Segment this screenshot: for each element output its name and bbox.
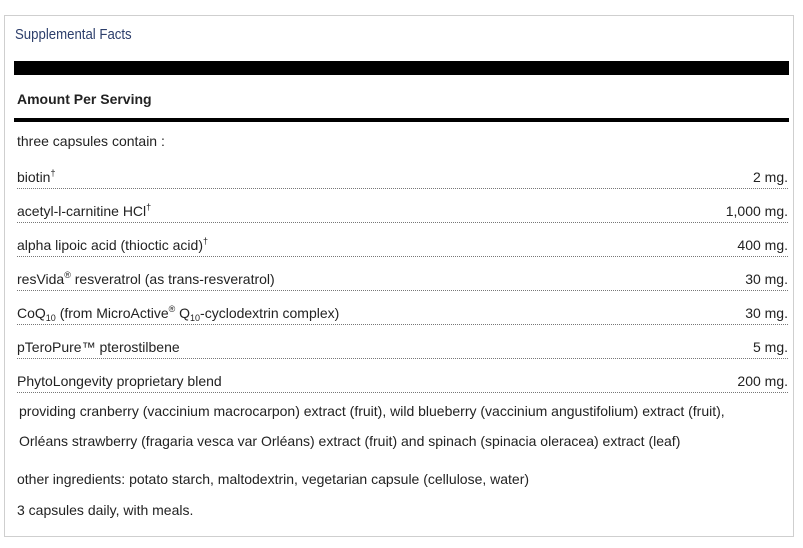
serving-intro: three capsules contain : bbox=[17, 133, 165, 149]
ingredient-name: CoQ$_{10}$ (from MicroActive® $Q_{10}$-cyclodextrin complex) bbox=[17, 304, 340, 323]
dotted-leader bbox=[17, 392, 788, 393]
ingredient-name: PhytoLongevity proprietary blend bbox=[17, 373, 222, 389]
blend-description-line-2: Orléans strawberry (fragaria vesca var Orléans) extract (fruit) and spinach (spinacia oleracea) extract (leaf) bbox=[19, 433, 681, 449]
panel-title: Supplemental Facts bbox=[15, 26, 132, 43]
ingredient-amount: 400 mg. bbox=[737, 237, 788, 253]
ingredient-amount: 30 mg. bbox=[745, 305, 788, 321]
ingredient-amount: 30 mg. bbox=[745, 271, 788, 287]
amount-per-serving-heading: Amount Per Serving bbox=[17, 91, 152, 107]
ingredient-name: biotin† bbox=[17, 168, 56, 185]
directions: 3 capsules daily, with meals. bbox=[17, 502, 194, 518]
dotted-leader bbox=[17, 324, 788, 325]
dotted-leader bbox=[17, 358, 788, 359]
dotted-leader bbox=[17, 256, 788, 257]
medium-divider bbox=[14, 118, 789, 122]
thick-divider bbox=[14, 61, 789, 75]
ingredient-name: alpha lipoic acid (thioctic acid)† bbox=[17, 236, 208, 253]
dotted-leader bbox=[17, 222, 788, 223]
supplement-facts-panel bbox=[4, 15, 794, 537]
ingredient-name: resVida® resveratrol (as trans-resveratrol) bbox=[17, 270, 275, 287]
ingredient-amount: 2 mg. bbox=[752, 169, 788, 185]
other-ingredients: other ingredients: potato starch, maltodextrin, vegetarian capsule (cellulose, water) bbox=[17, 471, 530, 487]
dotted-leader bbox=[17, 290, 788, 291]
ingredient-amount: 1,000 mg. bbox=[725, 203, 788, 219]
ingredient-amount: 200 mg. bbox=[737, 373, 788, 389]
ingredient-name: acetyl-l-carnitine HCl† bbox=[17, 202, 152, 219]
blend-description-line-1: providing cranberry (vaccinium macrocarpon) extract (fruit), wild blueberry (vaccinium angustifolium) extract (fruit), bbox=[19, 403, 725, 419]
ingredient-amount: 5 mg. bbox=[752, 339, 788, 355]
dotted-leader bbox=[17, 188, 788, 189]
ingredient-name: pTeroPure™ pterostilbene bbox=[17, 339, 180, 355]
